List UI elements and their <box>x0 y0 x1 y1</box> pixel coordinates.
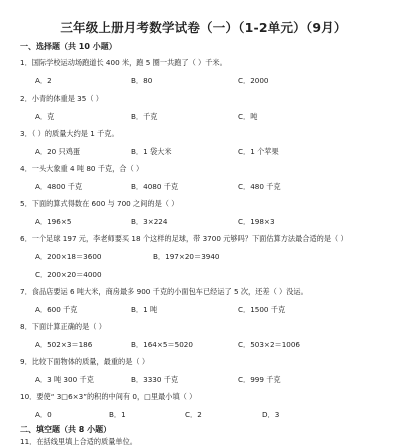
page-title: 三年级上册月考数学试卷（一）（1-2单元）（9月） <box>60 20 347 35</box>
q6-option-a: A．200×18＝3600 <box>35 252 102 261</box>
q3-option-b: B．1 袋大米 <box>131 147 172 156</box>
section-heading-fill: 二、填空题（共 8 小题） <box>20 425 112 434</box>
q1-option-b: B．80 <box>131 76 153 85</box>
q9-option-b: B．3330 千克 <box>131 375 179 384</box>
q10-option-b: B．1 <box>109 410 126 419</box>
question-4: 4．一头大象重 4 吨 80 千克，合（ ） <box>20 164 144 173</box>
q6-option-c: C．200×20＝4000 <box>35 270 102 279</box>
question-9: 9．比较下面物体的质量，最重的是（ ） <box>20 357 150 366</box>
q9-option-a: A．3 吨 300 千克 <box>35 375 94 384</box>
q8-option-b: B．164×5＝5020 <box>131 340 193 349</box>
q4-option-c: C．480 千克 <box>238 182 281 191</box>
q4-option-a: A．4800 千克 <box>35 182 83 191</box>
question-7: 7．食品店要运 6 吨大米，商房最多 900 千克的小面包车已经运了 5 次，还差（ ）没运。 <box>20 287 308 296</box>
q2-option-c: C．吨 <box>238 112 258 121</box>
q3-option-c: C．1 个苹果 <box>238 147 279 156</box>
q10-option-c: C．2 <box>185 410 202 419</box>
q4-option-b: B．4080 千克 <box>131 182 179 191</box>
question-10: 10．要使“ 3□6×3”的积的中间有 0，□里最小填（ ） <box>20 392 197 401</box>
q8-option-a: A．502×3＝186 <box>35 340 93 349</box>
q5-option-b: B．3×224 <box>131 217 168 226</box>
question-5: 5．下面的算式得数在 600 与 700 之间的是（ ） <box>20 199 179 208</box>
q5-option-c: C．198×3 <box>238 217 275 226</box>
q7-option-b: B．1 吨 <box>131 305 158 314</box>
q9-option-c: C．999 千克 <box>238 375 281 384</box>
question-2: 2．小青的体重是 35（ ） <box>20 94 103 103</box>
q10-option-a: A．0 <box>35 410 52 419</box>
q5-option-a: A．196×5 <box>35 217 72 226</box>
q7-option-c: C．1500 千克 <box>238 305 286 314</box>
q7-option-a: A．600 千克 <box>35 305 78 314</box>
section-heading-choice: 一、选择题（共 10 小题） <box>20 42 117 51</box>
q3-option-a: A．20 只鸡蛋 <box>35 147 81 156</box>
q10-option-d: D．3 <box>262 410 280 419</box>
q2-option-b: B．千克 <box>131 112 158 121</box>
question-8: 8．下面计算正确的是（ ） <box>20 322 106 331</box>
question-11: 11．在括线里填上合适的质量单位。 <box>20 437 137 446</box>
question-1: 1．国际学校运动场跑道长 400 米，跑 5 圈一共跑了（ ）千米。 <box>20 58 227 67</box>
q2-option-a: A．克 <box>35 112 55 121</box>
question-6: 6．一个足球 197 元，李老师要买 18 个这样的足球，带 3700 元够吗？下面估算方法最合适的是（ ） <box>20 234 348 243</box>
q8-option-c: C．503×2＝1006 <box>238 340 300 349</box>
q1-option-a: A．2 <box>35 76 52 85</box>
question-3: 3．（ ）的质量大约是 1 千克。 <box>20 129 119 138</box>
q1-option-c: C．2000 <box>238 76 269 85</box>
q6-option-b: B．197×20＝3940 <box>153 252 220 261</box>
